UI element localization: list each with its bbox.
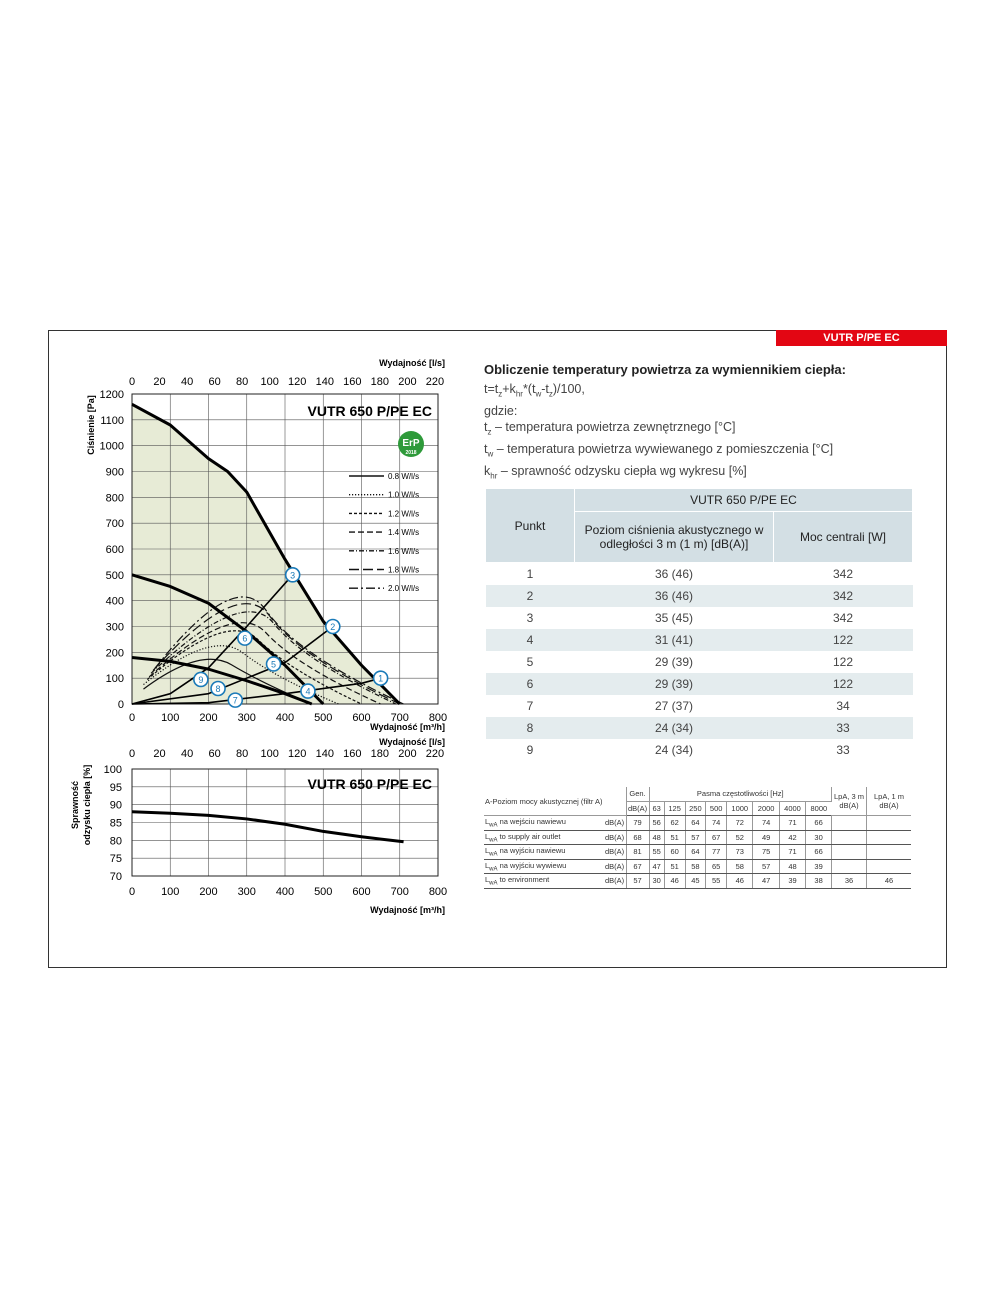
chart-title: VUTR 650 P/PE EC bbox=[307, 403, 432, 419]
band-header: 125 bbox=[664, 801, 685, 816]
x2-tick-label: 80 bbox=[236, 376, 249, 388]
x2-tick-label: 140 bbox=[315, 748, 334, 760]
table-row bbox=[486, 673, 913, 695]
table-cell: 30 bbox=[806, 830, 832, 845]
x2-tick-label: 120 bbox=[288, 376, 307, 388]
y-tick-label: 100 bbox=[105, 673, 124, 686]
y-tick-label: 300 bbox=[105, 621, 124, 634]
x2-tick-label: 0 bbox=[128, 748, 136, 760]
table-cell: 122 bbox=[774, 629, 913, 651]
operating-point bbox=[194, 672, 208, 686]
x-tick-label: 600 bbox=[352, 712, 371, 724]
table-cell: dB(A) bbox=[604, 830, 627, 845]
x-tick-label: 100 bbox=[161, 712, 180, 724]
operating-point bbox=[238, 631, 252, 645]
table-cell: 58 bbox=[727, 859, 753, 874]
x2-tick-label: 80 bbox=[236, 748, 249, 760]
table-cell: 47 bbox=[649, 859, 664, 874]
ac-bands-title: Pasma częstotliwości [Hz] bbox=[649, 787, 831, 801]
y-axis-label: Ciśnienie [Pa] bbox=[86, 395, 96, 455]
table-cell: 342 bbox=[774, 585, 913, 607]
table-cell: 48 bbox=[779, 859, 805, 874]
ac-unit: dB(A) bbox=[626, 801, 649, 816]
table-cell: 8 bbox=[486, 717, 575, 739]
table-cell: 67 bbox=[626, 859, 649, 874]
table-cell: 49 bbox=[753, 830, 779, 845]
table-cell: 52 bbox=[727, 830, 753, 845]
svg-text:5: 5 bbox=[271, 659, 277, 670]
x2-tick-label: 220 bbox=[425, 748, 445, 760]
x2-tick-label: 220 bbox=[425, 376, 445, 388]
y-tick-label: 1000 bbox=[99, 440, 124, 453]
table-cell: 60 bbox=[664, 845, 685, 860]
points-table bbox=[485, 488, 913, 761]
table-cell: 66 bbox=[806, 845, 832, 860]
table-row bbox=[484, 830, 911, 845]
x2-axis-label: Wydajność [l/s] bbox=[379, 358, 445, 368]
table-row bbox=[486, 651, 913, 673]
formula-tw: $t_w$ – temperatura powietrza wywiewanego z pomieszczenia [°C] bbox=[484, 442, 834, 459]
table-row bbox=[486, 629, 913, 651]
table-row bbox=[486, 695, 913, 717]
table-cell: 9 bbox=[526, 743, 534, 757]
x2-tick-label: 20 bbox=[153, 748, 166, 760]
legend-label: 1.0 W/l/s bbox=[388, 490, 420, 500]
table-cell: 122 bbox=[832, 655, 854, 669]
table-cell: 51 bbox=[664, 830, 685, 845]
table-cell: 45 bbox=[685, 874, 706, 889]
table-cell: 47 bbox=[753, 874, 779, 889]
legend-label: 2.0 W/l/s bbox=[388, 584, 420, 594]
ac-lpa1: LpA, 1 m dB(A) bbox=[867, 787, 912, 816]
y-tick-label: 400 bbox=[105, 595, 124, 608]
y-tick-label: 70 bbox=[109, 871, 122, 883]
x-tick-label: 0 bbox=[128, 886, 136, 898]
table-cell: 71 bbox=[779, 816, 805, 831]
table-cell: 55 bbox=[706, 874, 727, 889]
table-cell: 48 bbox=[649, 830, 664, 845]
table-cell: 64 bbox=[685, 845, 706, 860]
table-cell: 77 bbox=[706, 845, 727, 860]
table-row bbox=[486, 563, 913, 586]
x-tick-label: 0 bbox=[128, 712, 136, 724]
x-tick-label: 300 bbox=[237, 886, 256, 898]
table-cell: 68 bbox=[626, 830, 649, 845]
svg-text:8: 8 bbox=[215, 684, 221, 694]
table-cell: 81 bbox=[626, 845, 649, 860]
svg-text:2018: 2018 bbox=[405, 450, 417, 456]
svg-text:1: 1 bbox=[378, 673, 384, 684]
y-axis-label: odzysku ciepła [%] bbox=[82, 764, 92, 846]
band-header: 63 bbox=[649, 801, 664, 816]
legend-label: 0.8 W/l/s bbox=[388, 472, 420, 481]
table-cell bbox=[832, 859, 867, 874]
x-tick-label: 500 bbox=[314, 886, 333, 898]
y-tick-label: 75 bbox=[109, 853, 122, 866]
x-tick-label: 300 bbox=[237, 712, 256, 724]
table-cell: 79 bbox=[626, 816, 649, 831]
table-cell: dB(A) bbox=[604, 859, 627, 874]
table-cell: 31 (41) bbox=[575, 629, 774, 651]
table-row bbox=[484, 874, 911, 889]
table-cell: 7 bbox=[526, 699, 534, 713]
table-cell: 29 (39) bbox=[575, 673, 774, 695]
formula-equation: $t=t_z+k_{hr}*(t_w-t_z)/100$, bbox=[484, 381, 585, 398]
operating-point bbox=[228, 693, 242, 707]
x-tick-label: 700 bbox=[390, 886, 409, 898]
table-cell: 57 bbox=[685, 830, 706, 845]
row-label: $L_{wA}$ to supply air outlet bbox=[484, 830, 604, 845]
legend-label: 1.2 W/l/s bbox=[388, 509, 420, 519]
operating-point bbox=[301, 684, 315, 698]
x2-tick-label: 180 bbox=[370, 376, 390, 388]
svg-text:9: 9 bbox=[198, 674, 204, 685]
table-cell: 42 bbox=[779, 830, 805, 845]
svg-text:3: 3 bbox=[290, 570, 296, 581]
table-row bbox=[486, 607, 913, 629]
legend-label: 1.4 W/l/s bbox=[388, 528, 420, 538]
col-power: Moc centrali [W] bbox=[774, 512, 913, 563]
svg-text:2: 2 bbox=[330, 622, 336, 632]
y-axis-label: Sprawność bbox=[70, 780, 80, 830]
band-header: 8000 bbox=[806, 801, 832, 816]
band-header: 1000 bbox=[727, 801, 753, 816]
table-cell: 342 bbox=[832, 567, 854, 581]
table-cell: 46 bbox=[727, 874, 753, 889]
svg-text:4: 4 bbox=[305, 686, 311, 697]
table-row bbox=[486, 739, 913, 761]
table-cell: dB(A) bbox=[604, 816, 627, 831]
band-header: 4000 bbox=[779, 801, 805, 816]
band-header: 2000 bbox=[753, 801, 779, 816]
table-cell: 6 bbox=[486, 673, 575, 695]
table-cell: 33 bbox=[836, 743, 850, 757]
y-tick-label: 95 bbox=[109, 781, 122, 794]
table-cell: 122 bbox=[774, 673, 913, 695]
table-cell: 73 bbox=[727, 845, 753, 860]
table-cell bbox=[832, 816, 867, 831]
table-cell: 46 bbox=[867, 874, 912, 889]
svg-text:ErP: ErP bbox=[402, 438, 420, 449]
ac-lpa3: LpA, 3 m dB(A) bbox=[832, 787, 867, 816]
x2-tick-label: 120 bbox=[288, 748, 307, 760]
row-label: $L_{wA}$ to environment bbox=[484, 874, 604, 889]
table-cell: 1 bbox=[526, 567, 534, 581]
table-cell: 58 bbox=[685, 859, 706, 874]
table-cell: 74 bbox=[706, 816, 727, 831]
table-cell: 39 bbox=[806, 859, 832, 874]
svg-text:7: 7 bbox=[232, 695, 238, 706]
x-tick-label: 500 bbox=[314, 712, 333, 724]
table-cell: 2 bbox=[486, 585, 575, 607]
table-cell: 57 bbox=[626, 874, 649, 889]
x-tick-label: 100 bbox=[161, 886, 180, 898]
table-cell: 51 bbox=[664, 859, 685, 874]
svg-text:6: 6 bbox=[242, 633, 248, 644]
x-tick-label: 800 bbox=[428, 886, 448, 898]
x2-axis-label-lower: Wydajność [l/s] bbox=[379, 737, 445, 747]
table-cell: 64 bbox=[685, 816, 706, 831]
formula-gdzie: gdzie: bbox=[484, 403, 518, 418]
y-tick-label: 700 bbox=[105, 518, 124, 531]
band-header: 500 bbox=[706, 801, 727, 816]
table-row bbox=[486, 585, 913, 607]
table-cell bbox=[832, 845, 867, 860]
table-row bbox=[484, 845, 911, 860]
y-tick-label: 85 bbox=[109, 817, 122, 830]
band-header: 250 bbox=[685, 801, 706, 816]
table-cell: 62 bbox=[664, 816, 685, 831]
table-row bbox=[484, 816, 911, 831]
y-tick-label: 100 bbox=[103, 764, 122, 776]
x2-tick-label: 200 bbox=[398, 748, 417, 760]
x2-tick-label: 160 bbox=[343, 748, 362, 760]
x-tick-label: 200 bbox=[199, 886, 218, 898]
table-cell: 71 bbox=[779, 845, 805, 860]
y-tick-label: 500 bbox=[105, 569, 124, 582]
x-axis-label: Wydajność [m³/h] bbox=[370, 722, 445, 732]
x2-tick-label: 100 bbox=[260, 376, 279, 388]
y-tick-label: 600 bbox=[105, 544, 124, 556]
x2-tick-label: 140 bbox=[315, 376, 334, 388]
product-tag: VUTR P/PE EC bbox=[776, 330, 947, 346]
x2-tick-label: 60 bbox=[208, 376, 221, 388]
table-cell: 30 bbox=[649, 874, 664, 889]
x2-tick-label: 100 bbox=[260, 748, 279, 760]
x2-tick-label: 160 bbox=[343, 376, 362, 388]
y-tick-label: 900 bbox=[105, 466, 124, 479]
table-cell: 46 bbox=[664, 874, 685, 889]
table-cell: 75 bbox=[753, 845, 779, 860]
row-label: $L_{wA}$ na wyjściu nawiewu bbox=[484, 845, 604, 860]
x-tick-label: 400 bbox=[275, 712, 295, 724]
chart-title: VUTR 650 P/PE EC bbox=[307, 776, 432, 792]
table-cell: 24 (34) bbox=[654, 743, 694, 757]
x2-tick-label: 40 bbox=[180, 376, 194, 388]
row-label: $L_{wA}$ na wejściu nawiewu bbox=[484, 816, 604, 831]
table-cell: 66 bbox=[806, 816, 832, 831]
operating-point bbox=[326, 620, 340, 634]
table-cell: 36 (46) bbox=[575, 585, 774, 607]
table-cell bbox=[832, 830, 867, 845]
x-tick-label: 800 bbox=[428, 712, 448, 724]
y-tick-label: 1200 bbox=[99, 389, 124, 401]
operating-point bbox=[286, 568, 300, 582]
table-cell: 55 bbox=[649, 845, 664, 860]
table-cell: 342 bbox=[832, 611, 854, 625]
table-cell: 4 bbox=[486, 629, 575, 651]
table-cell: 27 (37) bbox=[654, 699, 694, 713]
formula-heading: Obliczenie temperatury powietrza za wymiennikiem ciepła: bbox=[484, 362, 846, 377]
y-tick-label: 200 bbox=[105, 647, 124, 660]
table-cell: 34 bbox=[836, 699, 850, 713]
legend-label: 1.6 W/l/s bbox=[388, 546, 420, 556]
col-punkt: Punkt bbox=[486, 489, 575, 563]
col-noise: Poziom ciśnienia akustycznego w odległości 3 m (1 m) [dB(A)] bbox=[575, 512, 774, 563]
table-cell: 36 (46) bbox=[654, 567, 694, 581]
table-cell: 36 bbox=[832, 874, 867, 889]
x-tick-label: 700 bbox=[390, 712, 409, 724]
x2-tick-label: 180 bbox=[370, 748, 390, 760]
x-tick-label: 400 bbox=[275, 886, 295, 898]
table-cell: 33 bbox=[774, 717, 913, 739]
table-cell: 39 bbox=[779, 874, 805, 889]
y-tick-label: 80 bbox=[109, 835, 122, 848]
row-label: $L_{wA}$ na wyjściu wywiewu bbox=[484, 859, 604, 874]
x-axis-label: Wydajność [m³/h] bbox=[370, 905, 445, 915]
table-cell: 35 (45) bbox=[654, 611, 694, 625]
y-tick-label: 1100 bbox=[100, 414, 124, 427]
table-cell: 65 bbox=[706, 859, 727, 874]
table-cell: 56 bbox=[649, 816, 664, 831]
table-cell: 3 bbox=[526, 611, 534, 625]
operating-point bbox=[267, 657, 281, 671]
table-cell: 5 bbox=[526, 655, 534, 669]
table-cell: 29 (39) bbox=[654, 655, 694, 669]
x2-tick-label: 20 bbox=[153, 376, 166, 388]
y-tick-label: 800 bbox=[105, 492, 124, 505]
table-cell: 74 bbox=[753, 816, 779, 831]
formula-khr: $k_{hr}$ – sprawność odzysku ciepła wg wykresu [%] bbox=[484, 464, 747, 481]
operating-point bbox=[374, 671, 388, 685]
table-cell: 72 bbox=[727, 816, 753, 831]
table-cell: 57 bbox=[753, 859, 779, 874]
erp-badge-icon bbox=[398, 431, 424, 457]
ac-gen: Gen. bbox=[626, 787, 649, 801]
table-cell: dB(A) bbox=[604, 874, 627, 889]
x-tick-label: 200 bbox=[199, 712, 218, 724]
table-model: VUTR 650 P/PE EC bbox=[575, 489, 913, 512]
operating-point bbox=[211, 682, 225, 696]
table-row bbox=[486, 717, 913, 739]
legend-label: 1.8 W/l/s bbox=[388, 565, 420, 575]
ac-title: A-Poziom mocy akustycznej (filtr A) bbox=[484, 787, 604, 816]
x2-tick-label: 40 bbox=[180, 748, 194, 760]
formula-block bbox=[484, 362, 924, 485]
table-cell bbox=[867, 816, 912, 831]
table-cell: 24 (34) bbox=[575, 717, 774, 739]
table-cell: 38 bbox=[806, 874, 832, 889]
x2-tick-label: 60 bbox=[208, 748, 221, 760]
table-cell bbox=[867, 845, 912, 860]
y-tick-label: 0 bbox=[117, 699, 124, 711]
table-cell bbox=[867, 859, 912, 874]
formula-tz: $t_z$ – temperatura powietrza zewnętrznego [°C] bbox=[484, 420, 736, 437]
table-cell: 67 bbox=[706, 830, 727, 845]
x2-tick-label: 0 bbox=[128, 376, 136, 388]
x2-tick-label: 200 bbox=[398, 376, 417, 388]
acoustic-table bbox=[484, 787, 911, 889]
table-cell bbox=[867, 830, 912, 845]
y-tick-label: 90 bbox=[109, 799, 122, 812]
x-tick-label: 600 bbox=[352, 886, 371, 898]
table-row bbox=[484, 859, 911, 874]
table-cell: dB(A) bbox=[604, 845, 627, 860]
